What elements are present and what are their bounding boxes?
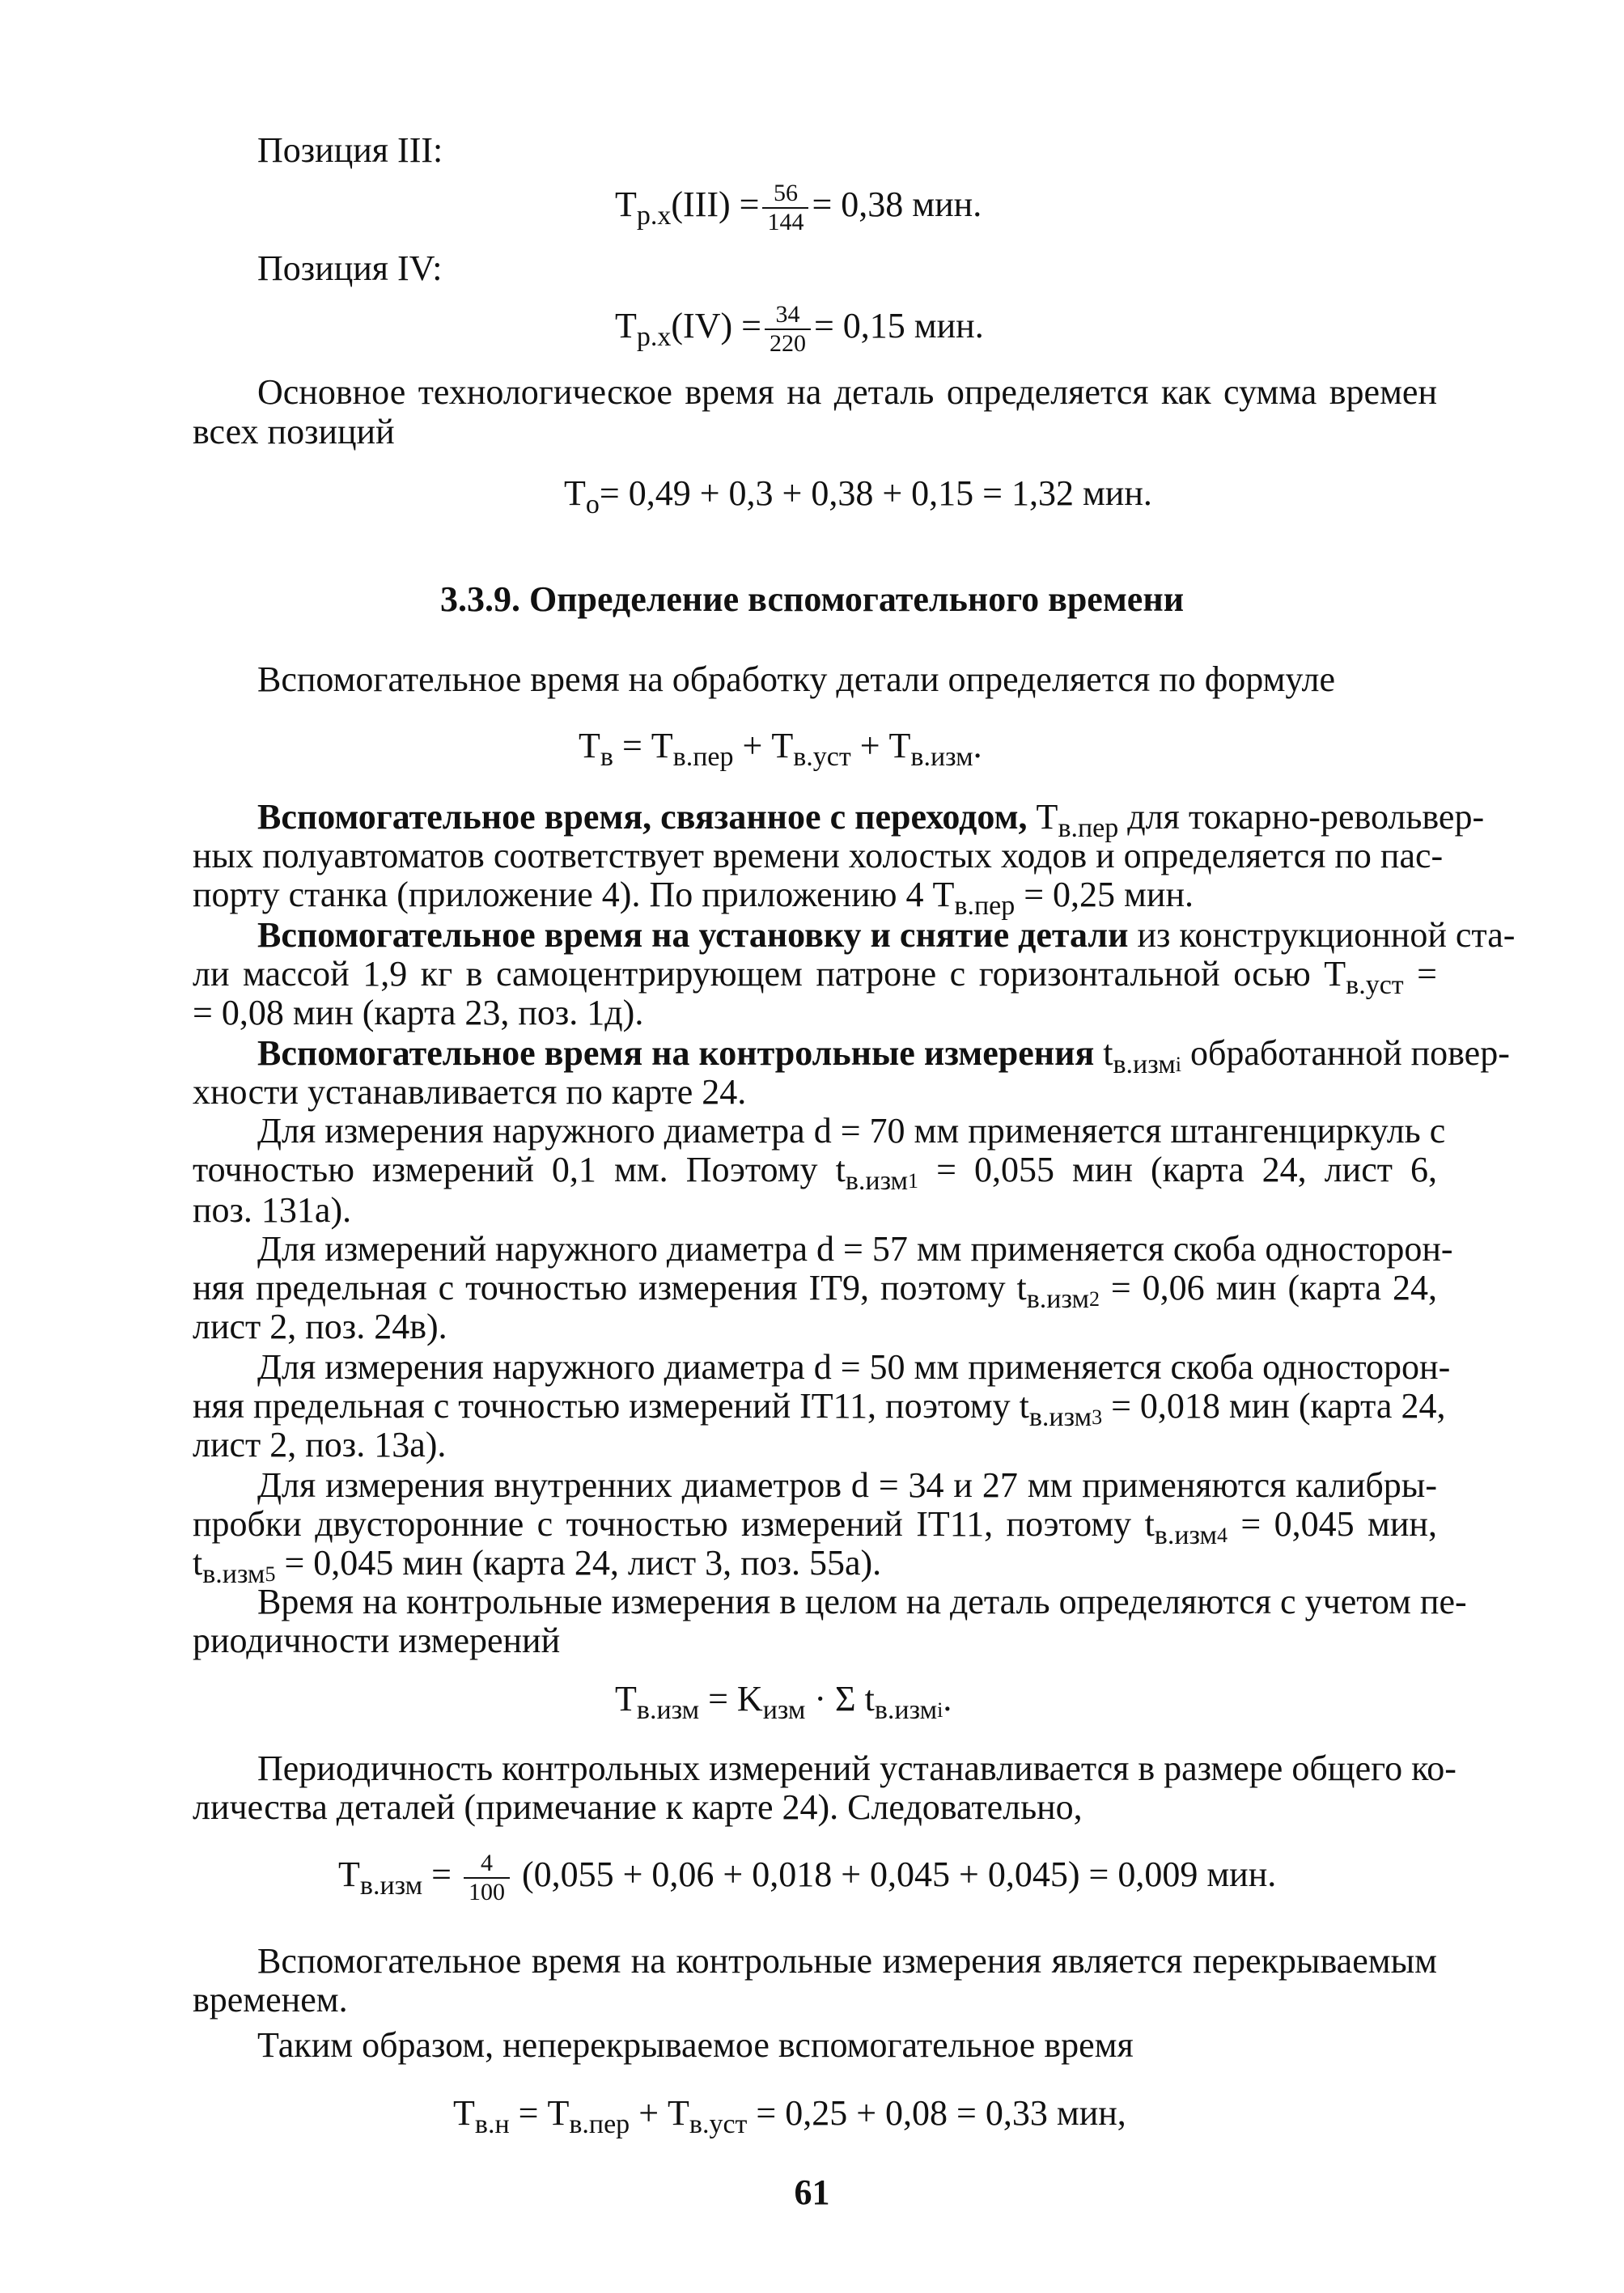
- fraction: [762, 180, 808, 236]
- text: = T: [613, 726, 673, 765]
- text: Основное технологическое время на деталь определяется как сумма времен: [257, 372, 1437, 412]
- numerator: 4: [464, 1850, 510, 1879]
- subscript: в.изм: [1113, 1049, 1176, 1079]
- text: личества деталей (примечание к карте 24). Следовательно,: [193, 1787, 1083, 1827]
- non-overlapping-aux-time-formula: [453, 2092, 1126, 2139]
- p2-line-3: [193, 992, 643, 1034]
- p9-line-2: [193, 1787, 1083, 1829]
- text: всех позиций: [193, 412, 395, 451]
- text: (III) =: [671, 184, 760, 225]
- text: няя предельная с точностью измерения IT9, поэтому t: [193, 1268, 1027, 1308]
- text: = 0,06 мин (карта 24,: [1099, 1268, 1438, 1308]
- text: = 0,08 мин (карта 23, поз. 1д).: [193, 993, 644, 1032]
- subscript: в.уст: [689, 2109, 748, 2139]
- text: = 0,045 мин (карта 24, лист 3, поз. 55а).: [275, 1543, 882, 1583]
- measurement-time-calculation: [338, 1850, 1276, 1906]
- symbol: T: [1027, 797, 1058, 837]
- p7-line-3: [193, 1542, 882, 1589]
- bold-term: Вспомогательное время, связанное с переходом,: [257, 797, 1028, 837]
- text: Периодичность контрольных измерений устанавливается в размере общего ко-: [257, 1748, 1457, 1788]
- symbol: T: [579, 726, 600, 765]
- text: лист 2, поз. 24в).: [193, 1307, 447, 1346]
- text: = T: [509, 2093, 570, 2133]
- text: Вспомогательное время на обработку детали определяется по формуле: [257, 659, 1335, 699]
- heading-text: 3.3.9. Определение вспомогательного времени: [439, 579, 1185, 619]
- page-number-text: 61: [794, 2172, 830, 2212]
- text: из конструкционной ста-: [1128, 915, 1516, 955]
- symbol: t: [1094, 1033, 1113, 1073]
- text: = 0,25 + 0,08 = 0,33 мин,: [747, 2093, 1126, 2133]
- p5-line-2: [193, 1267, 1438, 1314]
- text: поз. 131а).: [193, 1190, 352, 1230]
- symbol: T: [564, 473, 586, 513]
- p1-line-1: [257, 796, 1485, 843]
- numerator: 56: [762, 180, 808, 209]
- subscript: в.пер: [569, 2109, 630, 2139]
- text: Таким образом, неперекрываемое вспомогательное время: [257, 2025, 1134, 2065]
- subscript: в.пер: [672, 742, 734, 772]
- text: Позиция III:: [257, 130, 443, 170]
- text: + T: [850, 726, 911, 765]
- page-number: [0, 2172, 1624, 2214]
- subscript-index: 3: [1092, 1405, 1103, 1429]
- text: хности устанавливается по карте 24.: [193, 1072, 747, 1112]
- text: порту станка (приложение 4). По приложению 4 T: [193, 875, 955, 914]
- subscript: в.изм: [874, 1695, 938, 1725]
- p4-line-1: [257, 1110, 1446, 1152]
- text: (IV) =: [671, 306, 761, 346]
- p4-line-3: [193, 1189, 351, 1231]
- subscript: в.уст: [1346, 970, 1404, 1000]
- subscript: р.х: [636, 322, 672, 353]
- p3-line-2: [193, 1071, 746, 1113]
- symbol: t: [193, 1543, 203, 1583]
- symbol: T: [615, 184, 637, 225]
- text: ных полуавтоматов соответствует времени холостых ходов и определяется по пас-: [193, 836, 1444, 875]
- p10-line-2: [193, 1979, 348, 2021]
- text: лист 2, поз. 13а).: [193, 1425, 447, 1464]
- text: =: [1403, 954, 1437, 994]
- text: Вспомогательное время на контрольные измерения является перекрываемым: [257, 1941, 1437, 1981]
- symbol: T: [615, 1679, 637, 1719]
- text: пробки двусторонние с точностью измерений IT11, поэтому t: [193, 1504, 1155, 1544]
- measurement-time-formula: [615, 1678, 952, 1725]
- text: Для измерения наружного диаметра d = 70 мм применяется штангенциркуль с: [257, 1111, 1446, 1151]
- text: Позиция IV:: [257, 248, 443, 288]
- text: = 0,38 мин.: [812, 184, 982, 225]
- p10-line-1: [257, 1940, 1437, 1982]
- subscript: в.изм: [910, 742, 973, 772]
- text: ли массой 1,9 кг в самоцентрирующем патроне с горизонтальной осью T: [193, 954, 1346, 994]
- sum-formula: [564, 473, 1152, 519]
- text: = 0,018 мин (карта 24,: [1102, 1386, 1446, 1426]
- p1-line-2: [193, 835, 1444, 877]
- position-4-formula: [615, 301, 984, 358]
- position-3-formula: [615, 180, 982, 236]
- subscript: в.изм: [202, 1559, 265, 1589]
- p5-line-1: [257, 1228, 1453, 1270]
- aux-formula-intro: [257, 659, 1335, 701]
- bold-term: Вспомогательное время на контрольные измерения: [257, 1033, 1095, 1073]
- p7-line-2: [193, 1503, 1437, 1550]
- text: Для измерений наружного диаметра d = 57 мм применяется скоба односторон-: [257, 1229, 1453, 1269]
- subscript-index: 2: [1088, 1287, 1100, 1311]
- bold-term: Вспомогательное время на установку и снятие детали: [257, 915, 1129, 955]
- fraction: [464, 1850, 510, 1906]
- text: риодичности измерений: [193, 1621, 561, 1660]
- subscript: в.изм: [1154, 1520, 1218, 1550]
- p5-line-3: [193, 1306, 447, 1348]
- subscript-index: 1: [908, 1169, 919, 1193]
- p6-line-2: [193, 1385, 1446, 1432]
- p6-line-1: [257, 1346, 1451, 1388]
- text: обработанной повер-: [1181, 1033, 1510, 1073]
- text: + T: [733, 726, 794, 765]
- denominator: 144: [767, 209, 804, 235]
- position-3-label: [257, 129, 443, 172]
- basic-time-line-2: [193, 411, 395, 453]
- symbol: T: [453, 2093, 475, 2133]
- p9-line-1: [257, 1748, 1457, 1790]
- text: = 0,25 мин.: [1015, 875, 1194, 914]
- symbol: T: [615, 306, 637, 346]
- text: временем.: [193, 1980, 348, 2020]
- text: = 0,15 мин.: [813, 306, 984, 346]
- position-4-label: [257, 248, 442, 290]
- subscript: изм: [762, 1695, 806, 1725]
- section-heading: [0, 579, 1624, 621]
- subscript-index: i: [1175, 1053, 1181, 1076]
- subscript: в.уст: [793, 742, 851, 772]
- p7-line-1: [257, 1464, 1437, 1507]
- p8-line-2: [193, 1620, 560, 1662]
- text: = 0,045 мин,: [1228, 1504, 1437, 1544]
- p2-line-1: [257, 914, 1516, 956]
- subscript-index: 5: [265, 1562, 276, 1586]
- text: Для измерения наружного диаметра d = 50 мм применяется скоба односторон-: [257, 1347, 1451, 1387]
- p8-line-1: [257, 1581, 1467, 1623]
- subscript: в.изм: [1028, 1402, 1092, 1432]
- text: (0,055 + 0,06 + 0,018 + 0,045 + 0,045) = 0,009 мин.: [512, 1854, 1277, 1895]
- text: · Σ t: [805, 1679, 875, 1719]
- subscript: в.н: [474, 2109, 510, 2139]
- text: Время на контрольные измерения в целом на деталь определяются с учетом пе-: [257, 1582, 1467, 1621]
- text: для токарно-револьвер-: [1118, 797, 1485, 837]
- symbol: T: [338, 1854, 360, 1895]
- p11-line-1: [257, 2024, 1134, 2066]
- numerator: 34: [765, 301, 811, 330]
- text: .: [943, 1679, 952, 1719]
- text: + T: [630, 2093, 689, 2133]
- text: няя предельная с точностью измерений IT11, поэтому t: [193, 1386, 1029, 1426]
- fraction: [765, 301, 811, 358]
- p2-line-2: [193, 953, 1437, 1000]
- subscript: в.изм: [359, 1871, 423, 1901]
- subscript: в.изм: [845, 1166, 909, 1196]
- p1-line-3: [193, 874, 1194, 921]
- subscript: о: [585, 490, 600, 519]
- subscript: в.пер: [954, 891, 1016, 921]
- subscript-index: 4: [1217, 1524, 1228, 1547]
- p4-line-2: [193, 1149, 1437, 1196]
- p6-line-3: [193, 1424, 446, 1466]
- text: =: [422, 1854, 460, 1895]
- aux-time-formula: [579, 725, 982, 772]
- subscript-index: i: [937, 1698, 943, 1722]
- denominator: 100: [468, 1879, 505, 1905]
- basic-time-line-1: [257, 371, 1437, 413]
- text: = 0,49 + 0,3 + 0,38 + 0,15 = 1,32 мин.: [599, 473, 1152, 513]
- text: точностью измерений 0,1 мм. Поэтому t: [193, 1150, 846, 1189]
- text: = K: [699, 1679, 763, 1719]
- subscript: в.изм: [636, 1695, 700, 1725]
- p3-line-1: [257, 1032, 1510, 1079]
- text: Для измерения внутренних диаметров d = 34 и 27 мм применяются калибры-: [257, 1465, 1437, 1505]
- subscript: в: [600, 742, 613, 772]
- subscript: в.пер: [1058, 813, 1119, 843]
- subscript: р.х: [636, 201, 672, 231]
- text: .: [973, 726, 982, 765]
- denominator: 220: [769, 330, 806, 357]
- text: = 0,055 мин (карта 24, лист 6,: [918, 1150, 1437, 1189]
- subscript: в.изм: [1026, 1284, 1089, 1314]
